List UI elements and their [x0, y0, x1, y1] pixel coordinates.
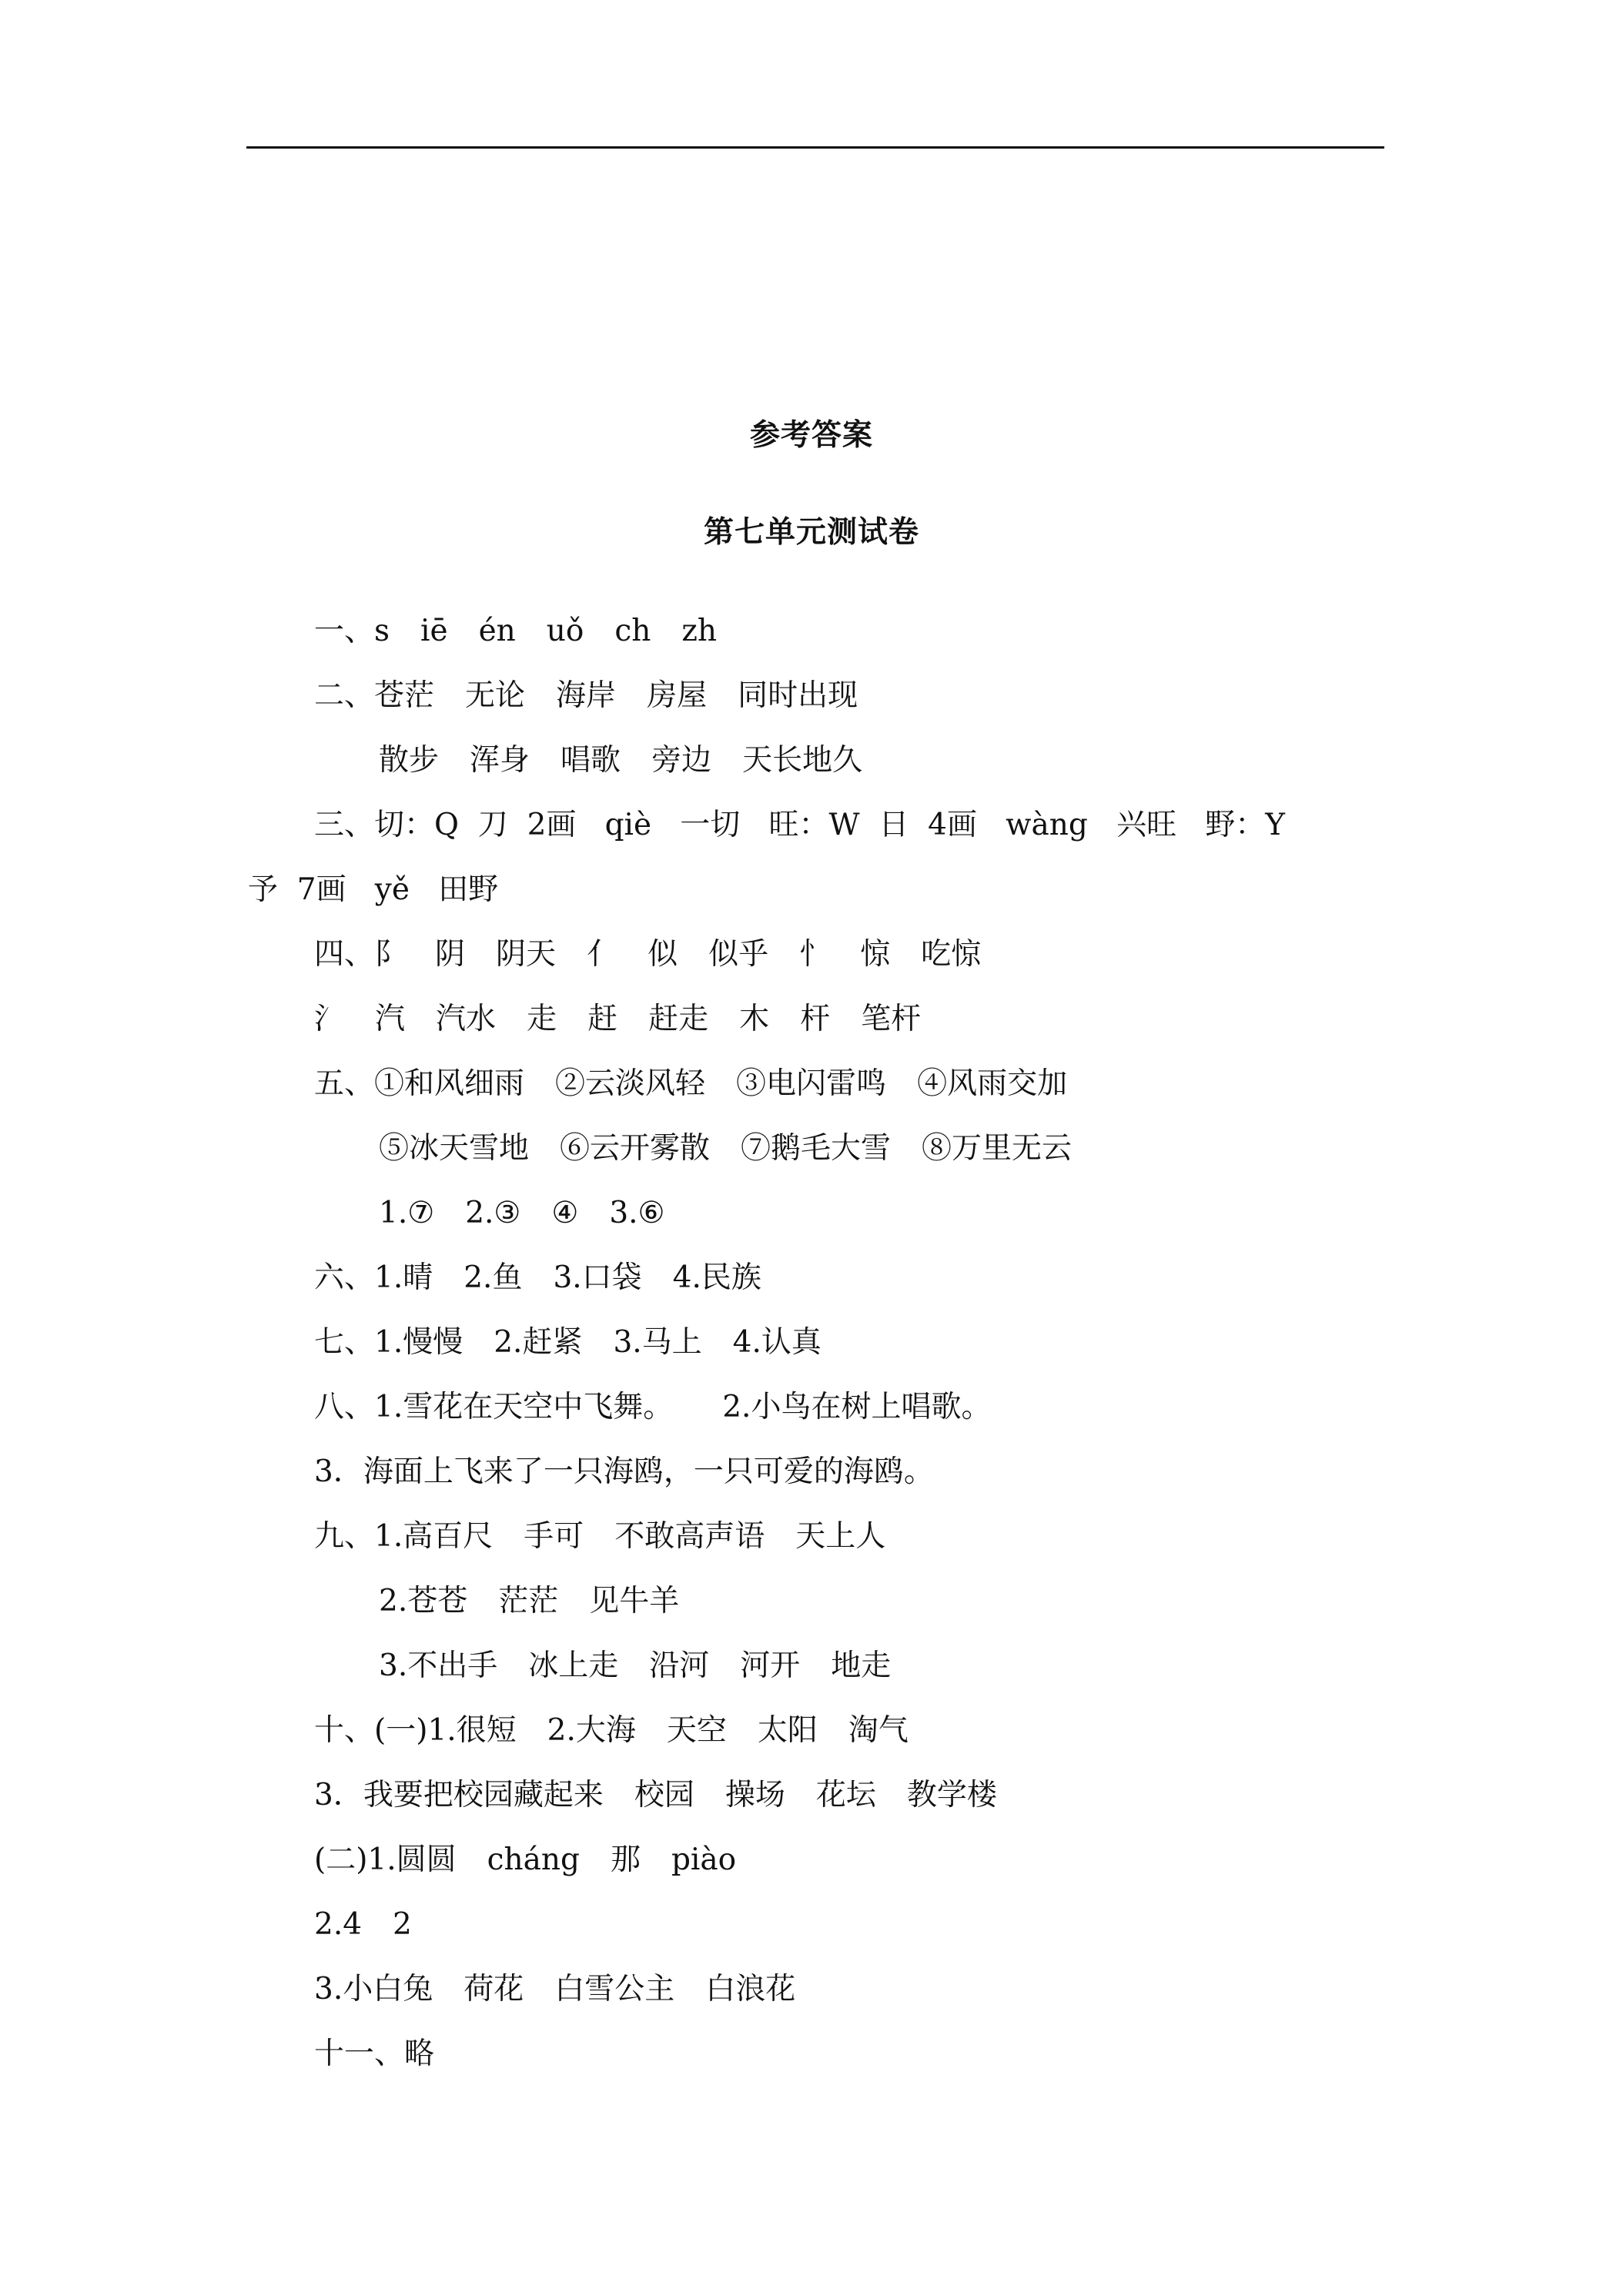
answer-item: 浑身 — [470, 743, 530, 778]
answer-3-line-2 — [248, 872, 498, 909]
answer-10-row-4 — [314, 1906, 412, 1943]
answer-item: 阴 — [435, 937, 466, 972]
answer-item: 2.③ — [465, 1196, 521, 1230]
answer-item: 1.晴 — [374, 1260, 433, 1295]
answer-label: 四、 — [314, 937, 375, 972]
answer-item: 太阳 — [757, 1713, 818, 1748]
answer-item: 汽水 — [436, 1002, 497, 1036]
answer-item: 茫茫 — [498, 1584, 559, 1618]
answer-item: 地走 — [831, 1648, 892, 1683]
answer-item: 房屋 — [647, 678, 708, 713]
answer-item: 亻 — [587, 937, 617, 972]
answer-9-row-2 — [379, 1583, 679, 1620]
answer-item: 赶 — [587, 1002, 618, 1036]
answer-item: 2.4 — [314, 1907, 363, 1942]
answer-text: 3．海面上飞来了一只海鸥，一只可爱的海鸥。 — [314, 1454, 934, 1489]
answer-item: 冰上走 — [528, 1648, 619, 1683]
answer-item: 杆 — [800, 1002, 831, 1036]
answer-item: 河开 — [740, 1648, 801, 1683]
answer-item: cháng — [487, 1842, 580, 1877]
answer-10-row-3 — [314, 1842, 736, 1879]
answer-item: 操场 — [724, 1778, 785, 1812]
answer-item: 教学楼 — [906, 1778, 997, 1812]
answer-item: 无论 — [465, 678, 526, 713]
answer-text: 切：Q 刀 2画 qiè 一切 旺：W 日 4画 wàng 兴旺 野：Y — [374, 808, 1286, 842]
answer-item: 唱歌 — [561, 743, 621, 778]
answer-text: 略 — [404, 2037, 435, 2071]
answer-item: 2.苍苍 — [379, 1584, 468, 1618]
answer-label: 十一、 — [314, 2037, 405, 2071]
answer-item: ①和风细雨 — [374, 1066, 525, 1101]
answer-item: 2 — [393, 1907, 412, 1942]
answer-label: 九、 — [314, 1519, 375, 1554]
answer-item: 1.雪花在天空中飞舞。 — [374, 1390, 674, 1424]
answer-label: 三、 — [314, 808, 375, 842]
answer-item: 吃惊 — [921, 937, 982, 972]
answer-label: 二、 — [314, 678, 375, 713]
answer-label: 七、 — [314, 1325, 375, 1360]
answer-item: 阝 — [374, 937, 405, 972]
answer-item: 见牛羊 — [589, 1584, 680, 1618]
answer-item: zh — [681, 614, 718, 648]
answer-item: 手可 — [524, 1519, 584, 1554]
answer-item: 淘气 — [848, 1713, 909, 1748]
answer-item: ②云淡风轻 — [555, 1066, 706, 1101]
answer-item: 似 — [648, 937, 678, 972]
answer-item: 同时出现 — [738, 678, 858, 713]
answer-item: 汽 — [375, 1002, 406, 1036]
answer-item: 那 — [610, 1842, 641, 1877]
answer-10-row-1 — [314, 1712, 909, 1749]
answer-8-row-2 — [314, 1454, 934, 1491]
answer-6 — [314, 1260, 761, 1297]
answer-item: 3.不出手 — [379, 1648, 498, 1683]
answer-8-row-1 — [314, 1389, 991, 1426]
answer-item: iē — [420, 614, 448, 648]
answer-item: (一)1.很短 — [374, 1713, 517, 1748]
answer-item: 1.高百尺 — [374, 1519, 494, 1554]
answer-9-row-1 — [314, 1518, 885, 1555]
answer-item: 散步 — [379, 743, 440, 778]
answer-2-row-2 — [379, 742, 862, 779]
answer-5-row-3 — [379, 1195, 665, 1232]
answer-5-row-2 — [379, 1130, 1072, 1167]
answer-item: 不敢高声语 — [614, 1519, 765, 1554]
page-subtitle: 第七单元测试卷 — [703, 515, 919, 550]
answer-item: 笔杆 — [861, 1002, 922, 1036]
answer-item: ⑧万里无云 — [922, 1131, 1073, 1166]
answer-item: 白雪公主 — [554, 1972, 675, 2006]
answer-label: 五、 — [314, 1066, 375, 1101]
answer-7 — [314, 1324, 822, 1361]
answer-item: 氵 — [314, 1002, 345, 1036]
answer-item: 似乎 — [708, 937, 769, 972]
answer-item: 赶走 — [648, 1002, 709, 1036]
answer-3-line-1 — [314, 807, 1285, 844]
answer-item: 旁边 — [651, 743, 712, 778]
answer-label: 八、 — [314, 1390, 375, 1424]
answer-4-row-1 — [314, 936, 981, 973]
answer-2-row-1 — [314, 678, 858, 715]
answer-item: 走 — [527, 1002, 557, 1036]
answer-item: 荷花 — [463, 1972, 524, 2006]
answer-item: piào — [671, 1842, 737, 1877]
answer-11 — [314, 2036, 434, 2073]
answer-item: 3.⑥ — [609, 1196, 665, 1230]
answer-item: (二)1.圆圆 — [314, 1842, 457, 1877]
answer-item: ch — [614, 614, 651, 648]
answer-item: 3.马上 — [613, 1325, 702, 1360]
answer-item: 木 — [739, 1002, 770, 1036]
answer-item: 2.赶紧 — [494, 1325, 583, 1360]
answer-item: 2.大海 — [547, 1713, 636, 1748]
answer-item: ④ — [551, 1196, 579, 1230]
answer-item: 1.⑦ — [379, 1196, 435, 1230]
answer-item: 海岸 — [556, 678, 617, 713]
answer-text: 予 7画 yě 田野 — [248, 872, 499, 907]
answer-item: 4.民族 — [672, 1260, 761, 1295]
answer-item: 忄 — [799, 937, 830, 972]
answer-item: 苍茫 — [374, 678, 435, 713]
answer-item: 2.小鸟在树上唱歌。 — [722, 1390, 992, 1424]
answer-10-row-2 — [314, 1777, 997, 1814]
answer-item: én — [478, 614, 516, 648]
answer-item: ④风雨交加 — [917, 1066, 1068, 1101]
page-title: 参考答案 — [749, 418, 873, 453]
answer-10-row-5 — [314, 1971, 795, 2008]
answer-label: 一、 — [314, 614, 375, 648]
answer-item: ⑦鹅毛大雪 — [741, 1131, 892, 1166]
answer-item: 3.小白兔 — [314, 1972, 433, 2006]
answer-item: ⑤冰天雪地 — [379, 1131, 530, 1166]
answer-item: 3.口袋 — [553, 1260, 642, 1295]
answer-item: 天上人 — [795, 1519, 886, 1554]
answer-item: 天长地久 — [742, 743, 863, 778]
answer-item: 阴天 — [496, 937, 557, 972]
answer-5-row-1 — [314, 1066, 1067, 1103]
answer-4-row-2 — [314, 1001, 921, 1038]
answer-item: 校园 — [634, 1778, 694, 1812]
answer-item: 天空 — [666, 1713, 727, 1748]
answer-item: ③电闪雷鸣 — [736, 1066, 887, 1101]
answer-item: ⑥云开雾散 — [560, 1131, 711, 1166]
answer-item: 沿河 — [649, 1648, 710, 1683]
answer-item: 1.慢慢 — [374, 1325, 463, 1360]
answer-item: 2.鱼 — [463, 1260, 523, 1295]
answer-9-row-3 — [379, 1648, 891, 1685]
answer-item: 3．我要把校园藏起来 — [314, 1778, 604, 1812]
answer-1 — [314, 613, 717, 650]
answer-item: 惊 — [860, 937, 891, 972]
answer-item: s — [374, 614, 390, 648]
answer-item: 4.认真 — [732, 1325, 822, 1360]
answer-item: 白浪花 — [705, 1972, 796, 2006]
answer-item: uǒ — [546, 614, 584, 648]
answer-label: 六、 — [314, 1260, 375, 1295]
answer-item: 花坛 — [815, 1778, 876, 1812]
answer-label: 十、 — [314, 1713, 375, 1748]
header-rule — [246, 146, 1384, 149]
